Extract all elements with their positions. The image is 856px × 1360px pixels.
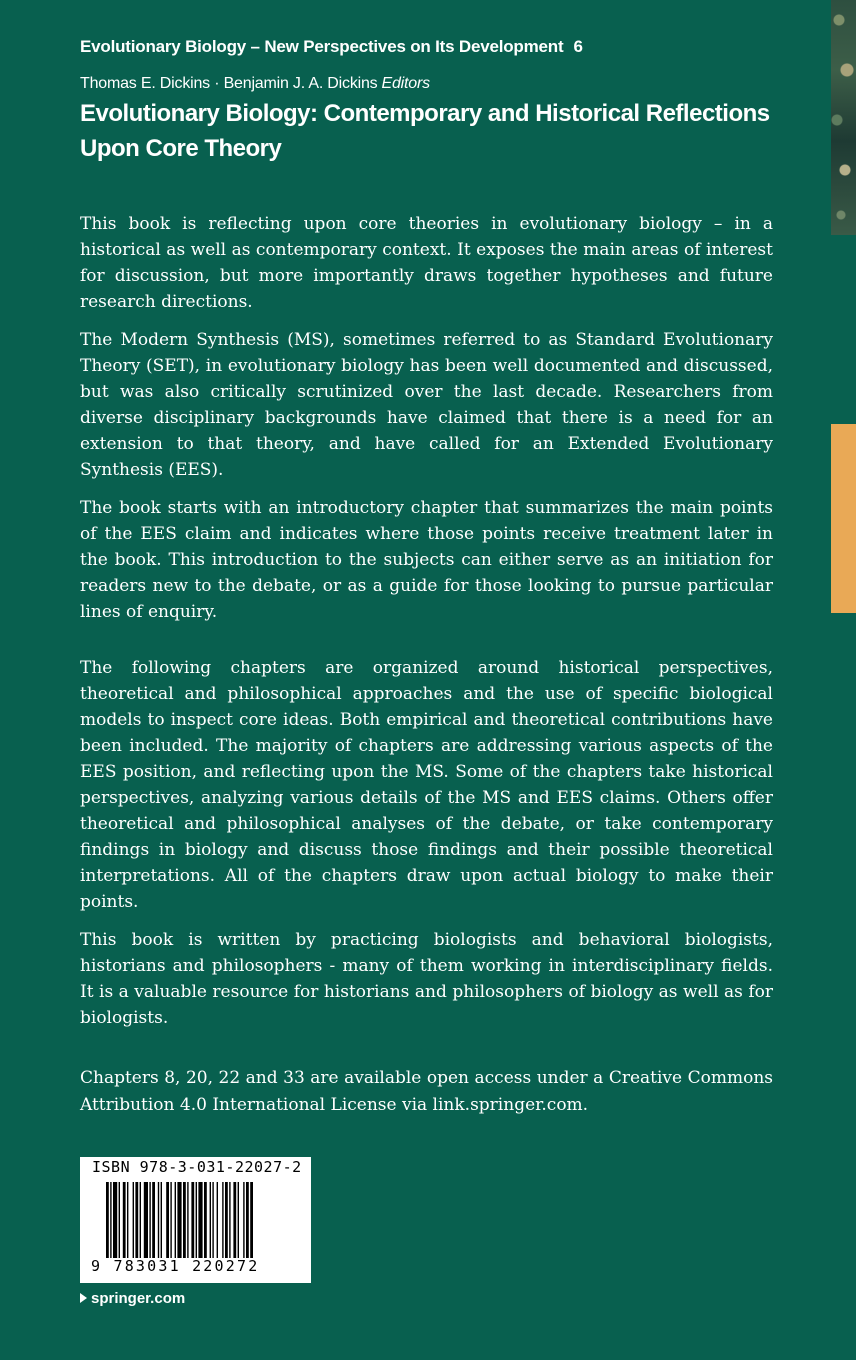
paragraph: The following chapters are organized around historical perspectives, theoretical and philosophical approaches and the use of specific biological models to inspect core ideas. Both empirical and theoretical contributions have been included. The majority of chapters are addressing various aspects of the EES position, and reflecting upon the MS. Some of the chapters take historical perspectives, analyzing various details of the MS and EES claims. Others offer theoretical and philosophical analyses of the debate, or take contemporary findings in biology and discuss those findings and their possible theoretical interpretations. All of the chapters draw upon actual biology to make their points. xyxy=(80,658,773,912)
accent-bar xyxy=(831,424,856,613)
editor-names: Thomas E. Dickins · Benjamin J. A. Dickins xyxy=(80,75,378,92)
cover-art-strip xyxy=(831,0,856,235)
arrow-right-icon xyxy=(80,1293,87,1303)
editor-role: Editors xyxy=(381,75,430,92)
paragraph: The Modern Synthesis (MS), sometimes referred to as Standard Evolutionary Theory (SET), in evolutionary biology has been well documented and discussed, but was also critically scrutinized over the last decade. Researchers from diverse disciplinary backgrounds have claimed that there is a need for an extension to that theory, and have called for an Extended Evolutionary Synthesis (EES). xyxy=(80,330,773,480)
isbn-barcode xyxy=(80,1157,311,1283)
publisher-link[interactable] xyxy=(80,1290,185,1307)
paragraph: This book is reflecting upon core theories in evolutionary biology – in a historical as well as contemporary context. It exposes the main areas of interest for discussion, but more importantly draws together hypotheses and future research directions. xyxy=(80,214,773,312)
blurb xyxy=(80,211,773,1043)
series-line xyxy=(80,34,800,60)
header xyxy=(80,34,800,166)
editors-line xyxy=(80,72,800,96)
publisher-link-text: springer.com xyxy=(91,1290,186,1307)
barcode-bars xyxy=(106,1182,302,1258)
open-access-note: Chapters 8, 20, 22 and 33 are available open access under a Creative Commons Attribution 4.0 International License via link.springer.com. xyxy=(80,1068,773,1115)
series-title: Evolutionary Biology – New Perspectives on Its Development xyxy=(80,37,564,56)
paragraph: This book is written by practicing biologists and behavioral biologists, historians and philosophers - many of them working in interdisciplinary fields. It is a valuable resource for historians and philosophers of biology as well as for biologists. xyxy=(80,930,773,1028)
series-number: 6 xyxy=(573,37,583,56)
barcode-digits: 9 783031 220272 xyxy=(91,1257,260,1275)
paragraph: The book starts with an introductory chapter that summarizes the main points of the EES claim and indicates where those points receive treatment later in the book. This introduction to the subjects can either serve as an initiation for readers new to the debate, or as a guide for those looking to pursue particular lines of enquiry. xyxy=(80,498,773,622)
isbn-label: ISBN 978-3-031-22027-2 xyxy=(92,1158,302,1176)
book-title: Evolutionary Biology: Contemporary and Historical Reflections Upon Core Theory xyxy=(80,100,770,162)
